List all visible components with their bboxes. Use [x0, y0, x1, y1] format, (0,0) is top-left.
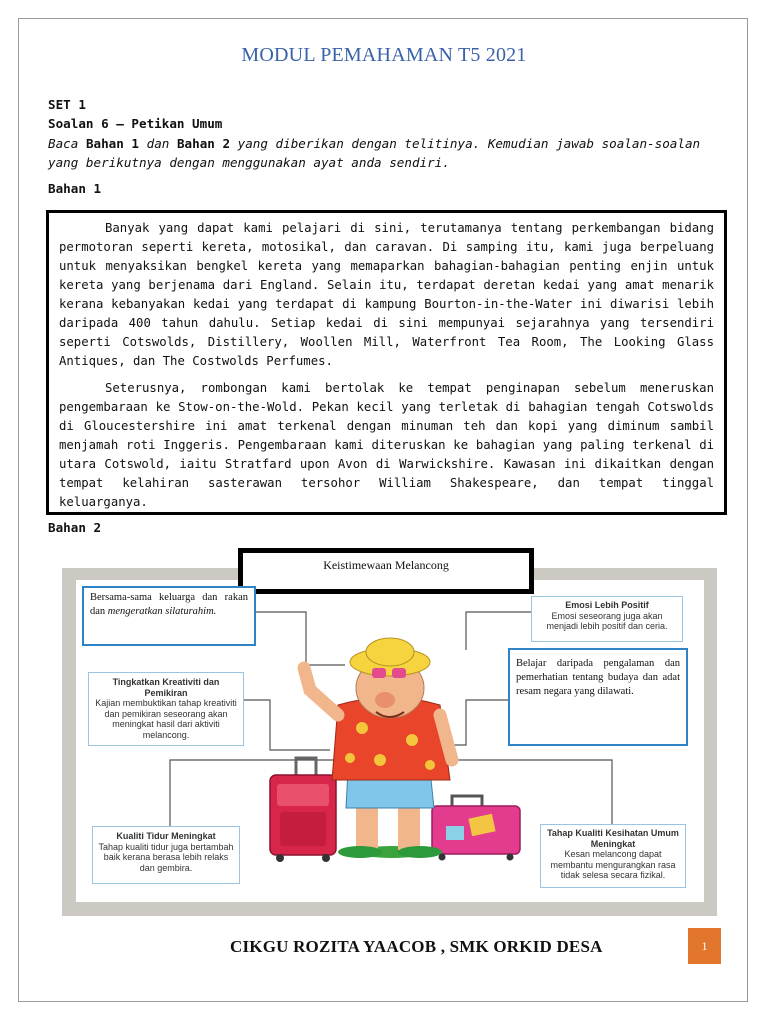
callout-creativity [88, 672, 244, 746]
callout-learning: Belajar daripada pengalaman dan pemerhatian tentang budaya dan adat resam negara yang dilawati. [508, 648, 688, 746]
passage-box [46, 210, 727, 515]
callout-emotion-body: Emosi seseorang juga akan menjadi lebih positif dan ceria. [546, 610, 668, 631]
set-label: SET 1 [48, 97, 86, 112]
infographic-header: Keistimewaan Melancong [238, 548, 534, 594]
callout-creativity-title: Tingkatkan Kreativiti dan Pemikiran [112, 677, 220, 698]
page-number-badge: 1 [688, 928, 721, 964]
callout-health-title: Tahap Kualiti Kesihatan Umum Meningkat [547, 828, 679, 849]
callout-sleep [92, 826, 240, 884]
passage-paragraph-2: Seterusnya, rombongan kami bertolak ke tempat penginapan sebelum meneruskan pengembaraan ke Stow-on-the-Wold. Pekan kecil yang terletak di bahagian tengah Cotswolds di Gloucestershire ini amat terkenal dengan minuman teh dan kopi yang diminum sambil menjamah roti Inggeris. Pengembaraan kami diteruskan ke bahagian yang paling terkenal di utara Cotswold, iaitu Stratfard upon Avon di Warwickshire. Kawasan ini dikaitkan dengan tempat kelahiran sasterawan tersohor William Shakespeare, dan tempat tinggal keluarganya. [59, 381, 714, 509]
callout-health [540, 824, 686, 888]
bahan1-label: Bahan 1 [48, 181, 102, 196]
callout-emotion [531, 596, 683, 642]
footer-author: CIKGU ROZITA YAACOB , SMK ORKID DESA [230, 937, 603, 956]
callout-sleep-title: Kualiti Tidur Meningkat [116, 831, 216, 841]
question-label: Soalan 6 – Petikan Umum [48, 116, 223, 131]
bahan2-label: Bahan 2 [48, 520, 102, 535]
instructions: Baca Bahan 1 dan Bahan 2 yang diberikan dengan telitinya. Kemudian jawab soalan-soalan yang berikutnya dengan menggunakan ayat anda sendiri. [48, 136, 701, 170]
callout-sleep-body: Tahap kualiti tidur juga bertambah baik kerana berasa lebih relaks dan gembira. [98, 841, 234, 873]
passage-paragraph-1: Banyak yang dapat kami pelajari di sini, terutamanya tentang perkembangan bidang permotoran seperti kereta, motosikal, dan caravan. Di samping itu, kami juga berpeluang untuk menyaksikan bengkel kereta yang memaparkan bahagian-bahagian penting enjin untuk kereta yang berjenama dari England. Selain itu, terdapat deretan kedai yang amat menarik kerana kebanyakan kedai yang terdapat di kampung Bourton-in-the-Water ini diwarisi lebih daripada 400 tahun dahulu. Setiap kedai di sini mempunyai sejarahnya yang tersendiri seperti Cotswolds, Distillery, Woollen Mill, Waterfront Tea Room, The Looking Glass Antiques, dan The Costwolds Perfumes. [59, 221, 714, 368]
callout-emotion-title: Emosi Lebih Positif [565, 600, 649, 610]
callout-creativity-body: Kajian membuktikan tahap kreativiti dan pemikiran seseorang akan meningkat hasil dari aktiviti melancong. [95, 698, 237, 740]
callout-family: Bersama-sama keluarga dan rakan dan mengeratkan silaturahim. [82, 586, 256, 646]
callout-health-body: Kesan melancong dapat membantu mengurangkan rasa tidak selesa secara fizikal. [550, 849, 676, 880]
page-title: MODUL PEMAHAMAN T5 2021 [241, 44, 527, 66]
